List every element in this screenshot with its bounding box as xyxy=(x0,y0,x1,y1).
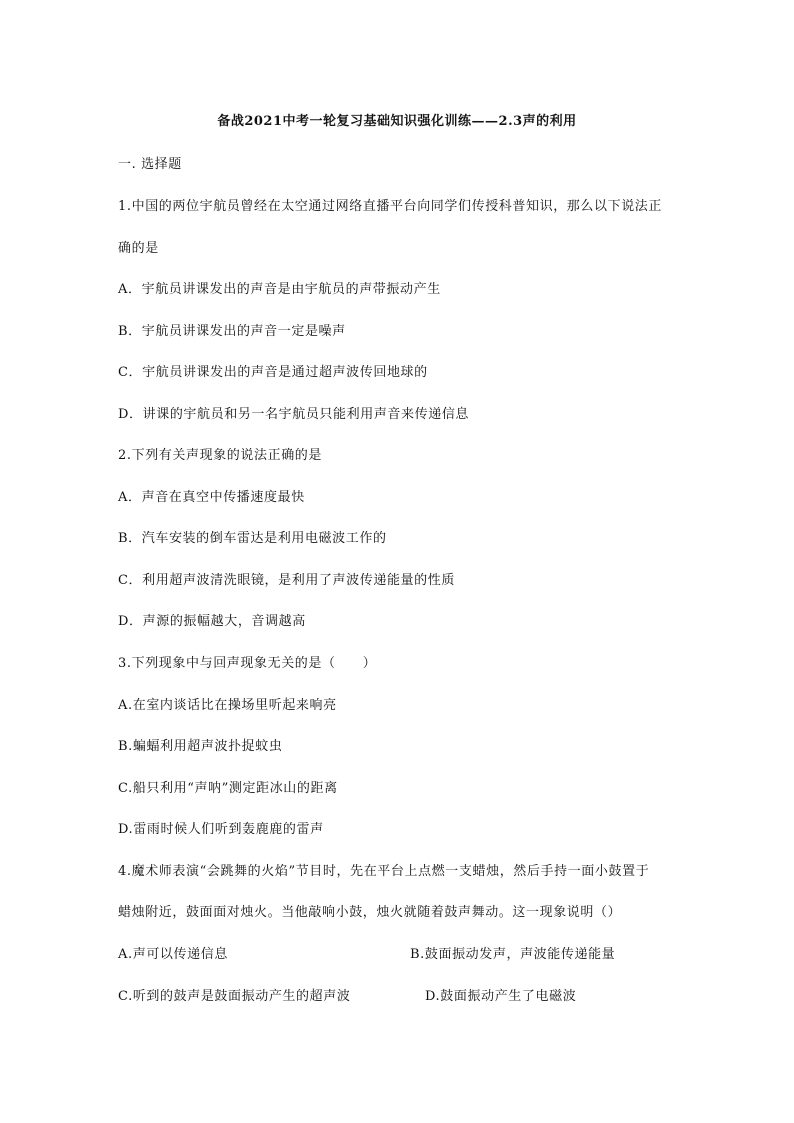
question-4-stem-line1: 4.魔术师表演“会跳舞的火焰”节目时，先在平台上点燃一支蜡烛，然后手持一面小鼓置于 xyxy=(118,864,650,879)
section-heading: 一. 选择题 xyxy=(118,157,182,172)
question-1-option-a: A．宇航员讲课发出的声音是由宇航员的声带振动产生 xyxy=(118,282,441,297)
question-2-option-a: A．声音在真空中传播速度最快 xyxy=(118,490,305,505)
question-3-option-a: A.在室内谈话比在操场里听起来响亮 xyxy=(118,698,337,713)
question-1-option-c: C．宇航员讲课发出的声音是通过超声波传回地球的 xyxy=(118,365,428,380)
question-4-option-b: B.鼓面振动发声，声波能传递能量 xyxy=(410,947,616,962)
question-3-option-c: C.船只利用“声呐”测定距冰山的距离 xyxy=(118,781,338,796)
question-3-option-d: D.雷雨时候人们听到轰鹿鹿的雷声 xyxy=(118,822,324,837)
document-title: 备战2021中考一轮复习基础知识强化训练——2.3声的利用 xyxy=(217,114,577,129)
question-2-stem: 2.下列有关声现象的说法正确的是 xyxy=(118,448,323,463)
question-3-option-b: B.蝙蝠利用超声波扑捉蚊虫 xyxy=(118,739,283,754)
question-4-stem-line2: 蜡烛附近，鼓面面对烛火。当他敲响小鼓，烛火就随着鼓声舞动。这一现象说明（） xyxy=(118,905,622,920)
question-2-option-d: D．声源的振幅越大，音调越高 xyxy=(118,614,306,629)
question-1-stem-line1: 1.中国的两位宇航员曾经在太空通过网络直播平台向同学们传授科普知识，那么以下说法正 xyxy=(118,199,663,214)
question-2-option-b: B．汽车安装的倒车雷达是利用电磁波工作的 xyxy=(118,531,387,546)
question-4-option-d: D.鼓面振动产生了电磁波 xyxy=(425,989,577,1004)
question-4-option-c: C.听到的鼓声是鼓面振动产生的超声波 xyxy=(118,989,351,1004)
question-3-stem: 3.下列现象中与回声现象无关的是（ ） xyxy=(118,656,377,671)
question-1-stem-line2: 确的是 xyxy=(118,241,159,256)
question-2-option-c: C．利用超声波清洗眼镜，是利用了声波传递能量的性质 xyxy=(118,573,455,588)
question-1-option-d: D．讲课的宇航员和另一名宇航员只能利用声音来传递信息 xyxy=(118,407,470,422)
question-4-option-a: A.声可以传递信息 xyxy=(118,947,228,962)
question-1-option-b: B．宇航员讲课发出的声音一定是噪声 xyxy=(118,324,346,339)
